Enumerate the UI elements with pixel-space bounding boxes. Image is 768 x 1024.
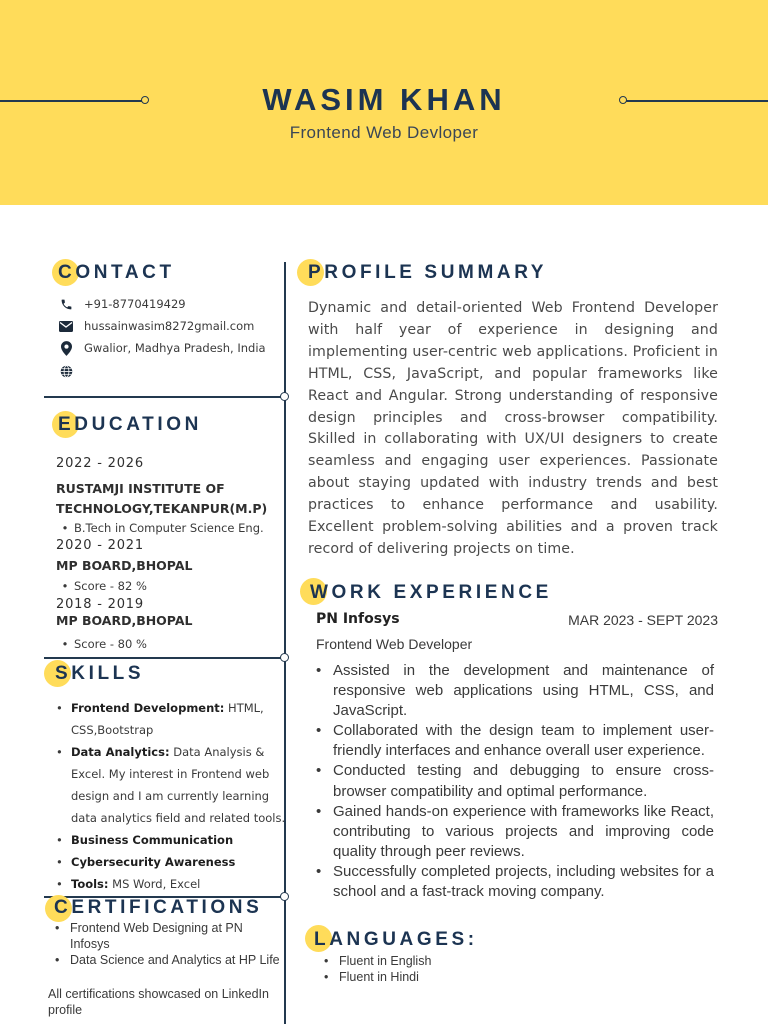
profile-title: PROFILE SUMMARY <box>308 262 548 283</box>
certifications-list <box>50 920 280 968</box>
candidate-name: WASIM KHAN <box>262 82 506 117</box>
email-icon <box>58 319 74 333</box>
contact-web <box>58 364 84 378</box>
edu-detail-1: • B.Tech in Computer Science Eng. <box>61 521 264 535</box>
certification-item: • Data Science and Analytics at HP Life <box>50 952 280 968</box>
candidate-role: Frontend Web Devloper <box>289 123 479 142</box>
contact-title: CONTACT <box>58 262 175 283</box>
languages-title: LANGUAGES: <box>314 929 478 950</box>
globe-icon[interactable] <box>58 364 74 378</box>
skill-item: • Tools: MS Word, Excel <box>52 873 292 895</box>
contact-phone <box>58 297 186 311</box>
phone-text[interactable]: +91-8770419429 <box>84 297 186 311</box>
work-title: WORK EXPERIENCE <box>310 582 552 603</box>
header-banner <box>0 0 768 205</box>
edu-years-3: 2018 - 2019 <box>56 597 144 612</box>
profile-summary-text: Dynamic and detail-oriented Web Frontend Developer with half year of experience in designing and implementing user-centric web applications. Proficient in HTML, CSS, JavaScript, and popular frameworks like React and Angular. Strong understanding of responsive design principles and cross-browser compatibility. Skilled in collaborating with UX/UI designers to create seamless and engaging user experiences. Passionate about staying updated with industry trends and best practices to enhance performance and usability. Excellent problem-solving abilities and a proven track record of delivering projects on time. <box>308 300 718 557</box>
contact-location <box>58 341 266 355</box>
duty-item: • Conducted testing and debugging to ensure cross-browser compatibility and optimal performance. <box>316 761 714 801</box>
language-item: • Fluent in Hindi <box>322 969 431 985</box>
edu-detail-2: • Score - 82 % <box>61 579 147 593</box>
timeline-line <box>284 262 286 1024</box>
location-text: Gwalior, Madhya Pradesh, India <box>84 341 266 355</box>
certifications-title: CERTIFICATIONS <box>54 897 263 918</box>
work-dates: MAR 2023 - SEPT 2023 <box>568 612 718 628</box>
job-title: Frontend Web Developer <box>316 636 473 652</box>
location-pin-icon <box>58 341 74 355</box>
skill-item: • Business Communication <box>52 829 292 851</box>
edu-detail-3: • Score - 80 % <box>61 637 147 651</box>
education-divider <box>44 657 284 659</box>
skills-list <box>52 697 292 895</box>
certification-item: • Frontend Web Designing at PN Infosys <box>50 920 280 952</box>
duty-item: • Successfully completed projects, including websites for a school and a fast-track moving company. <box>316 862 714 902</box>
skill-item: • Frontend Development: HTML, CSS,Bootstrap <box>52 697 292 741</box>
languages-list <box>322 953 431 985</box>
edu-years-1: 2022 - 2026 <box>56 456 144 471</box>
edu-institution-1: RUSTAMJI INSTITUTE OF TECHNOLOGY,TEKANPUR(M.P) <box>56 481 268 516</box>
language-item: • Fluent in English <box>322 953 431 969</box>
company-name: PN Infosys <box>316 611 400 627</box>
skills-title: SKILLS <box>55 663 145 684</box>
contact-divider <box>44 396 284 398</box>
skill-item: • Cybersecurity Awareness <box>52 851 292 873</box>
education-divider-dot <box>280 653 289 662</box>
education-title: EDUCATION <box>58 414 202 435</box>
phone-icon <box>58 297 74 311</box>
duty-item: • Gained hands-on experience with frameworks like React, contributing to various projects and improving code quality through peer reviews. <box>316 802 714 862</box>
contact-divider-dot <box>280 392 289 401</box>
work-duties-list <box>316 661 714 902</box>
edu-years-2: 2020 - 2021 <box>56 538 144 553</box>
email-text[interactable]: hussainwasim8272gmail.com <box>84 319 255 333</box>
skill-item: • Data Analytics: Data Analysis & Excel. My interest in Frontend web design and I am currently learning data analytics field and related tools. <box>52 741 292 829</box>
certifications-note: All certifications showcased on LinkedIn profile <box>48 987 269 1017</box>
contact-email <box>58 319 254 333</box>
duty-item: • Assisted in the development and maintenance of responsive web applications using HTML, CSS, and JavaScript. <box>316 661 714 721</box>
duty-item: • Collaborated with the design team to implement user-friendly interfaces and enhance overall user experience. <box>316 721 714 761</box>
edu-institution-2: MP BOARD,BHOPAL <box>56 558 193 573</box>
edu-institution-3: MP BOARD,BHOPAL <box>56 613 193 628</box>
